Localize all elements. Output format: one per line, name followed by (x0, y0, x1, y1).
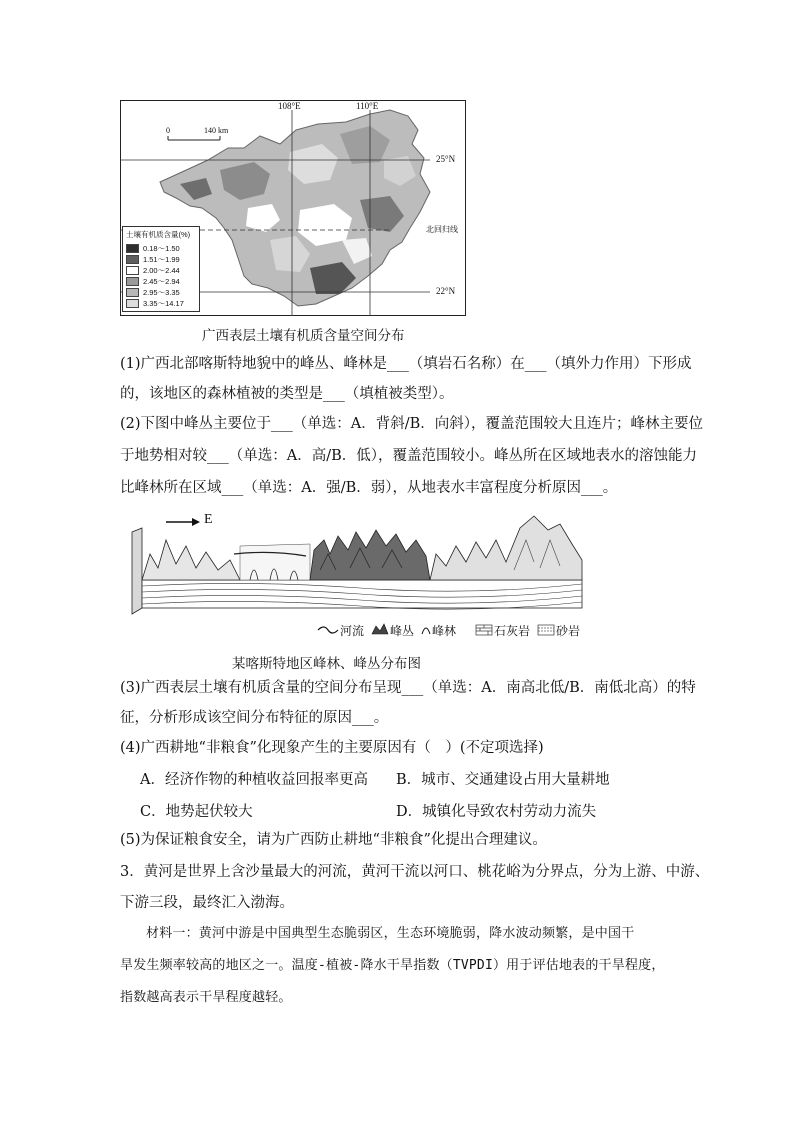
latitude-25-label: 25°N (436, 154, 456, 164)
legend-peak-forest-symbol (422, 628, 430, 634)
legend-swatch (126, 277, 139, 286)
legend-limestone-label: 石灰岩 (494, 624, 531, 638)
legend-swatch (126, 288, 139, 297)
soil-map-figure (120, 100, 466, 316)
material-line1: 材料一：黄河中游是中国典型生态脆弱区，生态环境脆弱，降水波动频繁，是中国干 (146, 926, 635, 941)
q2-line2: 于地势相对较___（单选：A．高/B．低），覆盖范围较小。峰丛所在区域地表水的溶蚀能力 (120, 448, 698, 464)
legend-river-label: 河流 (340, 624, 365, 638)
scale-distance-label: 140 km (204, 126, 229, 135)
q2-line3: 比峰林所在区域___（单选：A．强/B．弱），从地表水丰富程度分析原因___。 (120, 480, 618, 496)
legend-peak-forest-label: 峰林 (432, 624, 457, 638)
legend-river-symbol (318, 627, 338, 633)
q1-line2: 的，该地区的森林植被的类型是___（填植被类型）。 (120, 386, 454, 402)
legend-title: 土壤有机质含量(%) (126, 230, 191, 239)
q4-stem: (4)广西耕地“非粮食”化现象产生的主要原因有（ ）(不定项选择) (120, 740, 544, 756)
legend-swatch (126, 255, 139, 264)
legend-peak-cluster-label: 峰丛 (390, 624, 415, 638)
map-caption: 广西表层土壤有机质含量空间分布 (202, 328, 405, 344)
longitude-110-label: 110°E (356, 101, 379, 111)
scale-zero-label: 0 (166, 126, 170, 135)
karst-caption: 某喀斯特地区峰林、峰丛分布图 (232, 656, 421, 672)
latitude-22-label: 22°N (436, 286, 456, 296)
legend-peak-cluster-symbol (372, 624, 388, 634)
legend-sandstone-symbol (538, 625, 554, 635)
legend-sandstone-label: 砂岩 (556, 624, 581, 638)
legend-label: 0.18～1.50 (143, 244, 180, 253)
legend-entry (126, 276, 196, 287)
longitude-108-label: 108°E (278, 101, 301, 111)
q3-line2: 征，分析形成该空间分布特征的原因___。 (120, 710, 389, 726)
q5-line1: (5)为保证粮食安全，请为广西防止耕地“非粮食”化提出合理建议。 (120, 832, 547, 848)
material-line3: 指数越高表示干旱程度越轻。 (120, 990, 292, 1005)
material-line2: 旱发生频率较高的地区之一。温度-植被-降水干旱指数（TVPDI）用于评估地表的干旱程度， (120, 958, 665, 973)
legend-swatch (126, 244, 139, 253)
legend-swatch (126, 266, 139, 275)
map-legend (122, 226, 200, 312)
q2-line1: (2)下图中峰丛主要位于___（单选：A．背斜/B．向斜），覆盖范围较大且连片；峰林主要位 (120, 416, 704, 432)
q6-line1: 3．黄河是世界上含沙量最大的河流，黄河干流以河口、桃花峪为分界点，分为上游、中游、 (120, 864, 710, 880)
q3-line1: (3)广西表层土壤有机质含量的空间分布呈现___（单选：A．南高北低/B．南低北高）的特 (120, 680, 696, 696)
q6-line2: 下游三段，最终汇入渤海。 (120, 895, 294, 911)
legend-swatch (126, 299, 139, 308)
legend-label: 2.45～2.94 (143, 277, 180, 286)
legend-limestone-symbol (476, 625, 492, 635)
legend-entry (126, 265, 196, 276)
tropic-label: 北回归线 (426, 225, 458, 234)
legend-entry (126, 287, 196, 298)
legend-entry (126, 243, 196, 254)
q4-option-d: D．城镇化导致农村劳动力流失 (396, 804, 597, 820)
direction-label: E (204, 512, 213, 527)
q4-option-a: A．经济作物的种植收益回报率更高 (140, 772, 368, 788)
legend-entry (126, 254, 196, 265)
legend-label: 3.35～14.17 (143, 299, 184, 308)
karst-figure (130, 510, 590, 646)
legend-entry (126, 298, 196, 309)
q4-option-c: C．地势起伏较大 (140, 804, 253, 820)
legend-label: 2.00～2.44 (143, 266, 180, 275)
legend-label: 2.95～3.35 (143, 288, 180, 297)
q1-line1: (1)广西北部喀斯特地貌中的峰丛、峰林是___（填岩石名称）在___（填外力作用）下形成 (120, 356, 692, 372)
q4-option-b: B．城市、交通建设占用大量耕地 (396, 772, 610, 788)
legend-label: 1.51～1.99 (143, 255, 180, 264)
